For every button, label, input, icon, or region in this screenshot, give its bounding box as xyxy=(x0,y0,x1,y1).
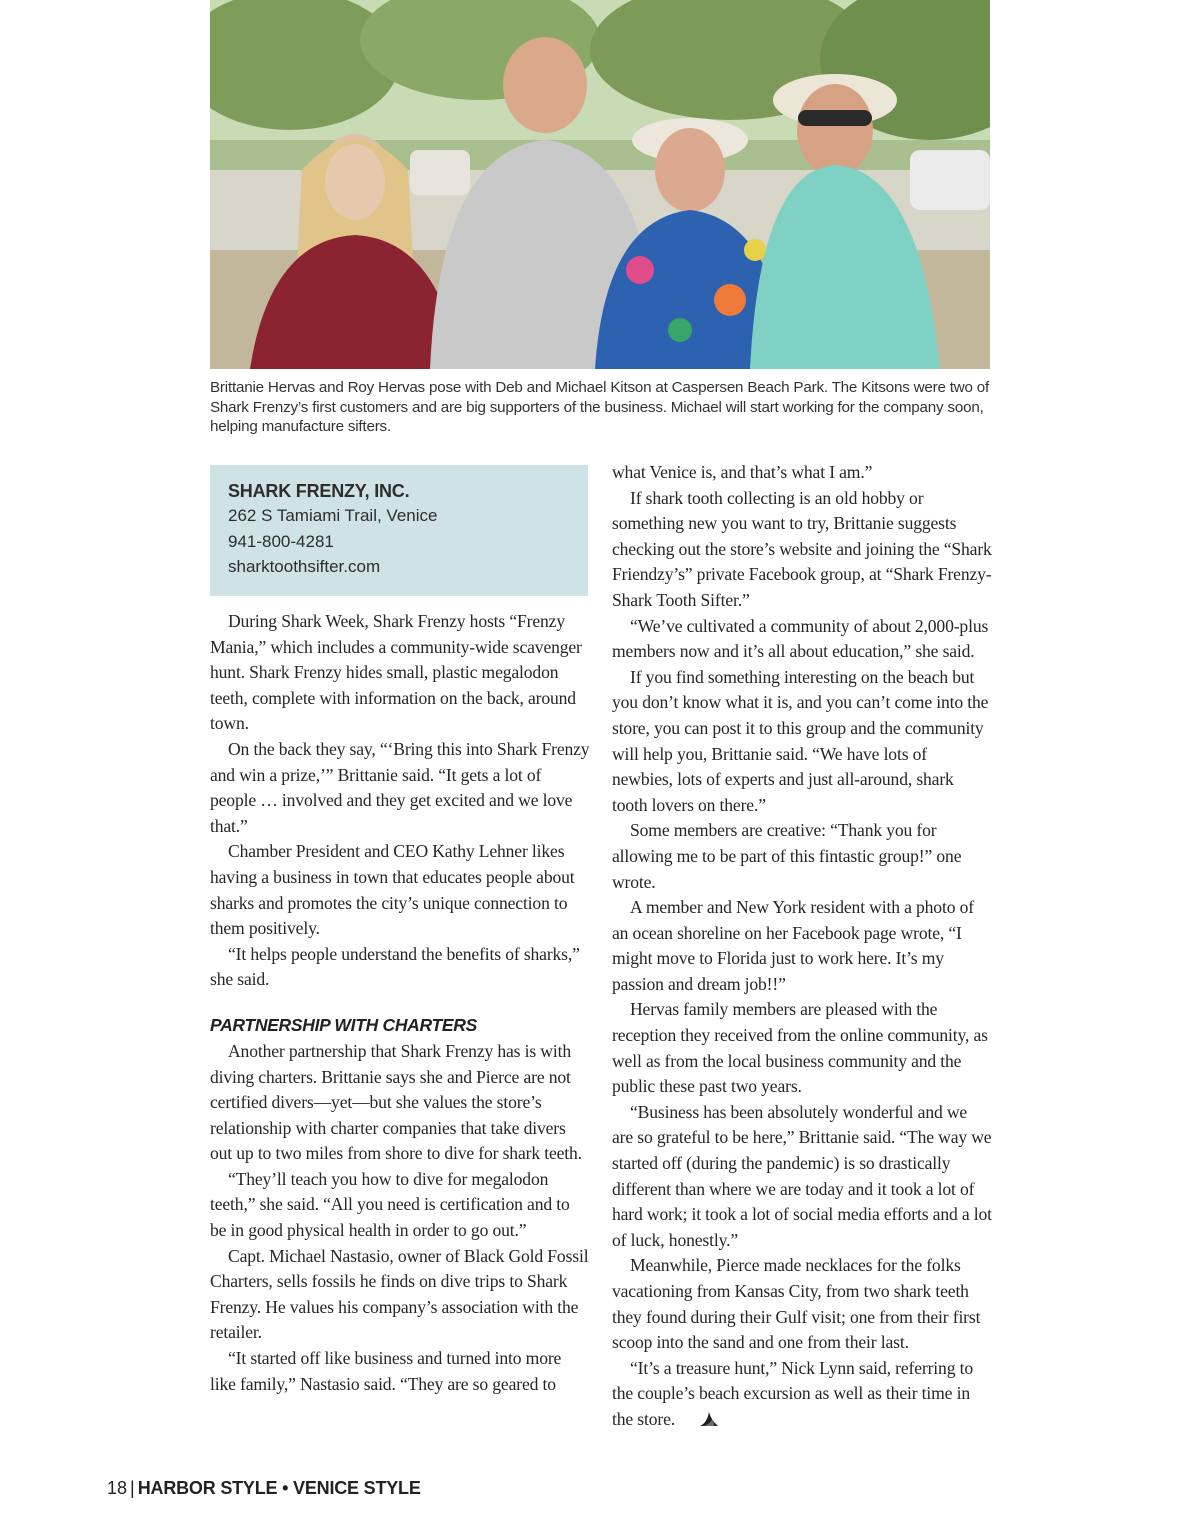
final-paragraph xyxy=(612,1356,992,1435)
body-paragraph: “Business has been absolutely wonderful and we are so grateful to be here,” Brittanie said. “The way we started off (during the pandemic) is so drastically different than where we are today and it took a lot of hard work; it took a lot of social media efforts and a lot of luck, honestly.” xyxy=(612,1101,992,1250)
footer-separator: | xyxy=(130,1478,135,1498)
body-paragraph: During Shark Week, Shark Frenzy hosts “Frenzy Mania,” which includes a community-wide scavenger hunt. Shark Frenzy hides small, plastic megalodon teeth, complete with information on the back, around town. xyxy=(210,611,582,734)
business-phone: 941-800-4281 xyxy=(228,531,334,551)
page-footer xyxy=(107,1478,421,1499)
publication-name: HARBOR STYLE • VENICE STYLE xyxy=(137,1478,421,1498)
body-paragraph: Capt. Michael Nastasio, owner of Black Gold Fossil Charters, sells fossils he finds on dive trips to Shark Frenzy. He values his company’s association with the retailer. xyxy=(210,1245,589,1343)
business-address: 262 S Tamiami Trail, Venice xyxy=(228,506,438,525)
section-subhead: PARTNERSHIP WITH CHARTERS xyxy=(210,1014,478,1035)
body-paragraph: Chamber President and CEO Kathy Lehner likes having a business in town that educates people about sharks and promotes the city’s unique connection to them positively. xyxy=(210,841,575,939)
business-name: SHARK FRENZY, INC. xyxy=(228,481,410,501)
body-paragraph: Meanwhile, Pierce made necklaces for the folks vacationing from Kansas City, from two shark teeth they found during their Gulf visit; one from their first scoop into the sand and one from their last. xyxy=(612,1255,981,1353)
body-paragraph: “It helps people understand the benefits of sharks,” she said. xyxy=(210,943,580,990)
body-paragraph: On the back they say, “‘Bring this into Shark Frenzy and win a prize,’” Brittanie said. “It gets a lot of people … involved and they get excited and we love that.” xyxy=(210,738,590,836)
body-paragraph: “They’ll teach you how to dive for megalodon teeth,” she said. “All you need is certification and to be in good physical health in order to go out.” xyxy=(210,1168,570,1241)
body-paragraph: “It started off like business and turned into more like family,” Nastasio said. “They are so geared to xyxy=(210,1348,562,1394)
body-paragraph: A member and New York resident with a photo of an ocean shoreline on her Facebook page wrote, “I might move to Florida just to work here. It’s my passion and dream job!!” xyxy=(612,897,974,994)
body-paragraph: “We’ve cultivated a community of about 2,000-plus members now and it’s all about education,” she said. xyxy=(612,615,989,662)
business-info-box xyxy=(210,465,588,596)
right-column xyxy=(612,460,992,1435)
article-photo xyxy=(210,0,990,369)
continued-paragraph: what Venice is, and that’s what I am.” xyxy=(612,462,873,482)
photo-illustration xyxy=(210,0,990,369)
page-number: 18 xyxy=(107,1478,128,1498)
body-paragraph: If you find something interesting on the beach but you don’t know what it is, and you can’t come into the store, you can post it to this group and the community will help you, Brittanie said. “We have lots of newbies, lots of experts and just all-around, shark tooth lovers on there.” xyxy=(612,666,989,815)
body-paragraph: Hervas family members are pleased with the reception they received from the online community, as well as from the local business community and the public these past two years. xyxy=(612,999,988,1097)
business-website[interactable]: sharktoothsifter.com xyxy=(228,557,381,576)
final-paragraph-text: “It’s a treasure hunt,” Nick Lynn said, referring to the couple’s beach excursion as well as their time in the store. xyxy=(612,1357,973,1429)
body-paragraph: Some members are creative: “Thank you for allowing me to be part of this fintastic group!” one wrote. xyxy=(612,820,962,892)
shark-fin-icon xyxy=(681,1409,719,1435)
left-column xyxy=(210,609,590,1397)
body-paragraph: If shark tooth collecting is an old hobby or something new you want to try, Brittanie suggests checking out the store’s website and joining the “Shark Friendzy’s” private Facebook group, at “Shark Frenzy-Shark Tooth Sifter.” xyxy=(612,487,992,610)
photo-caption: Brittanie Hervas and Roy Hervas pose with Deb and Michael Kitson at Caspersen Beach Park. The Kitsons were two of Shark Frenzy’s first customers and are big supporters of the business. Michael will start working for the company soon, helping manufacture sifters. xyxy=(210,379,990,435)
body-paragraph: Another partnership that Shark Frenzy has is with diving charters. Brittanie says she and Pierce are not certified divers—yet—but she values the store’s relationship with charter companies that take divers out up to two miles from shore to dive for shark teeth. xyxy=(210,1040,582,1164)
